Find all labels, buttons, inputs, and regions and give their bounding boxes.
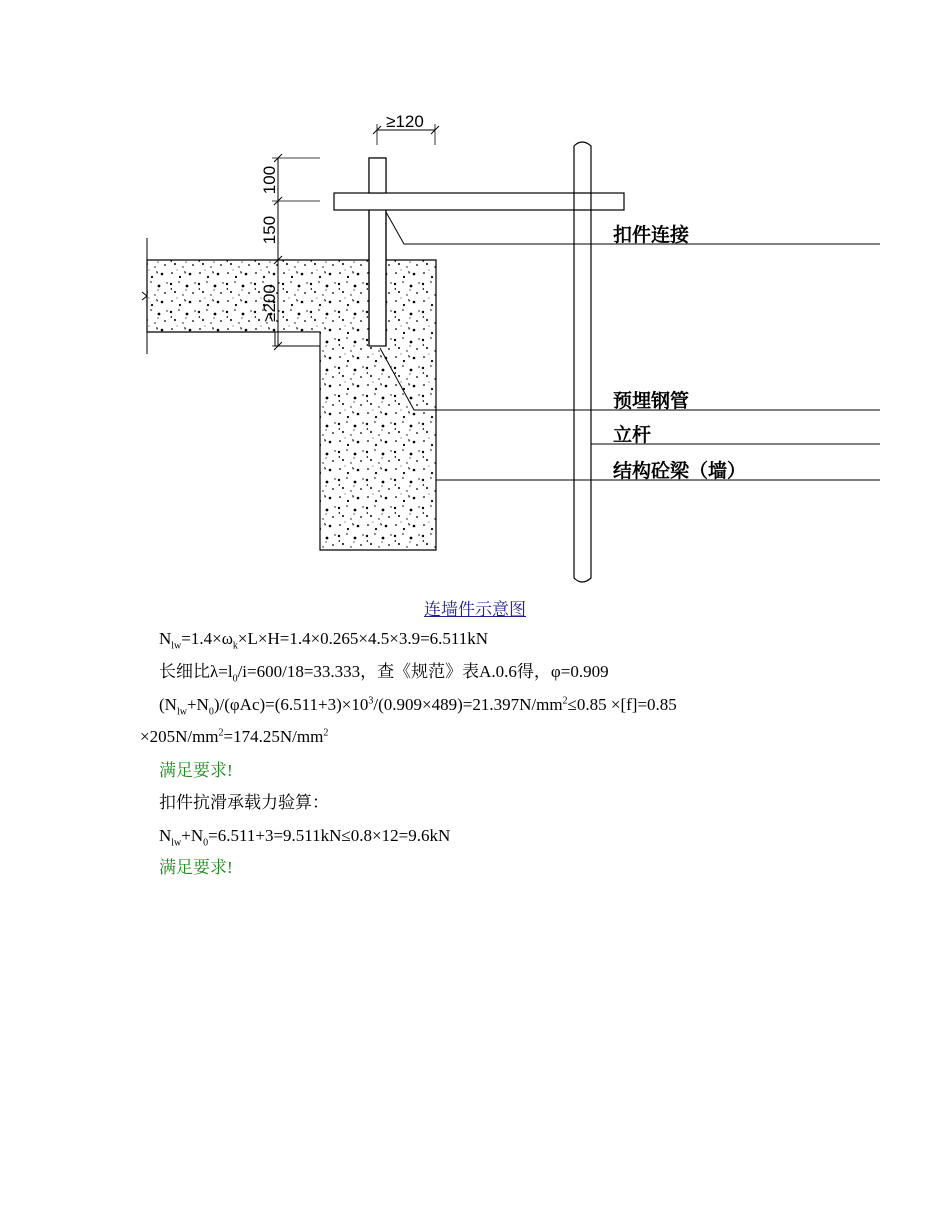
- calc-line-3: $(N_{lw}+N_0)/(\varphi Ac)=(6.511+3)\times 10^3/(0.909\times 489)=21.397N/mm^2\le 0.85 \times[f]=0.85$: [159, 695, 677, 718]
- ok-text-2: 满足要求!: [159, 858, 233, 877]
- ok-text-1: 满足要求!: [159, 761, 233, 780]
- wall-tie-diagram: [0, 0, 950, 590]
- calc-line-2: 长细比$\lambda=l_0/i=600/18=33.333$，查《规范》表A.0.6得，φ=0.909: [159, 662, 609, 685]
- calc-line-1: $N_{lw}=1.4\times\omega_k\times L\times H=1.4\times 0.265\times 4.5\times 3.9=6.511kN$: [159, 629, 489, 652]
- dim-150-label: 150: [260, 215, 279, 245]
- label-beam: 结构砼梁（墙）: [613, 460, 747, 482]
- label-fastener: 扣件连接: [613, 224, 690, 246]
- calc-line-6: $N_{lw}+N_0=6.511+3=9.511kN\le 0.8\times 12=9.6kN$: [159, 826, 451, 849]
- vertical-pole: [574, 142, 591, 582]
- calc-line-4: $\times 205N/mm^2=174.25N/mm^2$: [140, 727, 329, 746]
- slab-notch: [275, 332, 320, 346]
- calc-line-5: 扣件抗滑承载力验算：: [159, 793, 329, 812]
- dim-top-label: ≥120: [386, 112, 424, 131]
- concrete-beam-section: [147, 260, 436, 550]
- label-embedded-pipe: 预埋钢管: [613, 390, 690, 412]
- figure-caption[interactable]: 连墙件示意图: [424, 600, 526, 619]
- dim-200-label: ≥200: [260, 284, 279, 322]
- dim-100-label: 100: [260, 165, 279, 195]
- label-pole: 立杆: [613, 424, 652, 446]
